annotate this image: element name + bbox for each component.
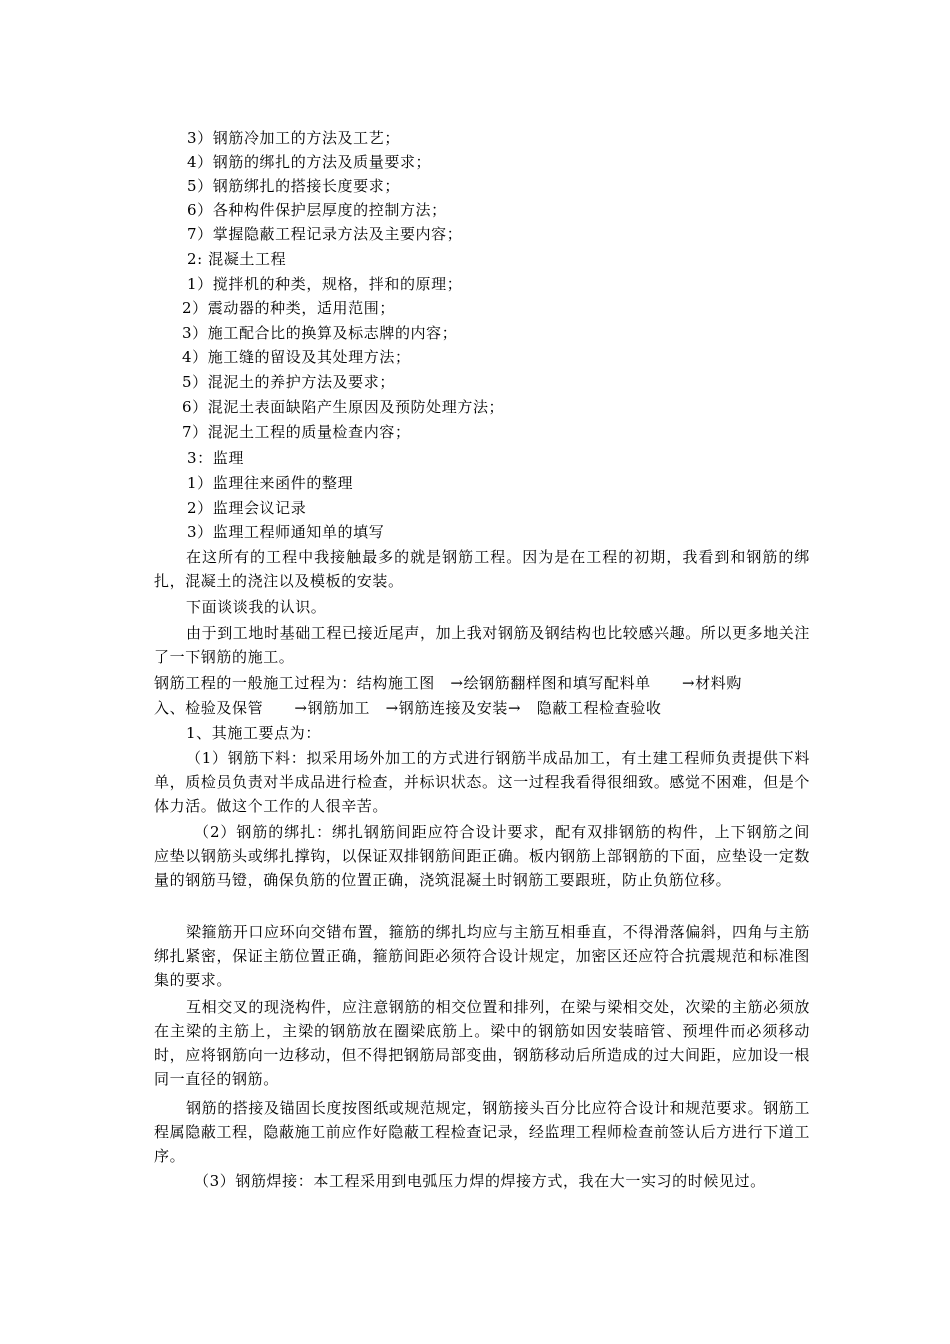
process-line-2: 入、检验及保管 →钢筋加工 →钢筋连接及安装→ 隐蔽工程检查验收 [154,699,662,717]
concrete-heading: 2: 混凝土工程 [187,250,287,268]
concrete-item-5: 5）混泥土的养护方法及要求； [182,373,395,391]
paragraph-most-contact: 在这所有的工程中我接触最多的就是钢筋工程。因为是在工程的初期，我看到和钢筋的绑扎，混凝土的浇注以及模板的安装。 [154,548,810,590]
rebar-item-3: 3）钢筋冷加工的方法及工艺； [187,129,400,147]
paragraph-rebar-welding: （3）钢筋焊接：本工程采用到电弧压力焊的焊接方式，我在大一实习的时候见过。 [194,1172,766,1190]
concrete-item-4: 4）施工缝的留设及其处理方法； [182,348,411,366]
concrete-item-7: 7）混泥土工程的质量检查内容； [182,423,411,441]
paragraph-cross-members: 互相交叉的现浇构件，应注意钢筋的相交位置和排列，在梁与梁相交处，次梁的主筋必须放在主梁的主筋上，主梁的钢筋放在圈梁底筋上。梁中的钢筋如因安装暗管、预埋件而必须移动时，应将钢筋向一边移动，但不得把钢筋局部变曲，钢筋移动后所造成的过大间距，应加设一根同一直径的钢筋。 [154,998,811,1088]
rebar-item-7: 7）掌握隐蔽工程记录方法及主要内容； [187,225,463,243]
supervision-item-2: 2）监理会议记录 [187,499,307,517]
rebar-item-4: 4）钢筋的绑扎的方法及质量要求； [187,153,432,171]
paragraph-lap-anchor: 钢筋的搭接及锚固长度按图纸或规范规定，钢筋接头百分比应符合设计和规范要求。钢筋工程属隐蔽工程，隐蔽施工前应作好隐蔽工程检查记录，经监理工程师检查前签认后方进行下道工序。 [154,1099,811,1165]
key-points-heading: 1、其施工要点为： [186,724,321,742]
paragraph-rebar-cutting: （1）钢筋下料：拟采用场外加工的方式进行钢筋半成品加工，有土建工程师负责提供下料单，质检员负责对半成品进行检查，并标识状态。这一过程我看得很细致。感觉不困难，但是个体力活。做这个工作的人很辛苦。 [154,749,810,815]
concrete-item-6: 6）混泥土表面缺陷产生原因及预防处理方法； [182,398,505,416]
supervision-item-3: 3）监理工程师通知单的填写 [187,523,385,541]
paragraph-my-understanding: 下面谈谈我的认识。 [186,598,327,616]
supervision-heading: 3：监理 [187,449,244,467]
paragraph-stirrup: 梁箍筋开口应环向交错布置，箍筋的绑扎均应与主筋互相垂直，不得滑落偏斜，四角与主筋绑扎紧密，保证主筋位置正确，箍筋间距必须符合设计规定，加密区还应符合抗震规范和标准图集的要求。 [154,923,811,989]
process-line-1: 钢筋工程的一般施工过程为：结构施工图 →绘钢筋翻样图和填写配料单 →材料购 [154,674,742,692]
supervision-item-1: 1）监理往来函件的整理 [187,474,354,492]
paragraph-rebar-interest: 由于到工地时基础工程已接近尾声，加上我对钢筋及钢结构也比较感兴趣。所以更多地关注了一下钢筋的施工。 [154,624,811,666]
rebar-item-6: 6）各种构件保护层厚度的控制方法； [187,201,447,219]
concrete-item-1: 1）搅拌机的种类，规格，拌和的原理； [187,275,463,293]
concrete-item-3: 3）施工配合比的换算及标志牌的内容； [182,324,458,342]
rebar-item-5: 5）钢筋绑扎的搭接长度要求； [187,177,400,195]
concrete-item-2: 2）震动器的种类，适用范围； [182,299,395,317]
paragraph-rebar-binding: （2）钢筋的绑扎：绑扎钢筋间距应符合设计要求，配有双排钢筋的构件，上下钢筋之间应垫以钢筋头或绑扎撑钩，以保证双排钢筋间距正确。板内钢筋上部钢筋的下面，应垫设一定数量的钢筋马镫，确保负筋的位置正确，浇筑混凝土时钢筋工要跟班，防止负筋位移。 [154,823,810,889]
